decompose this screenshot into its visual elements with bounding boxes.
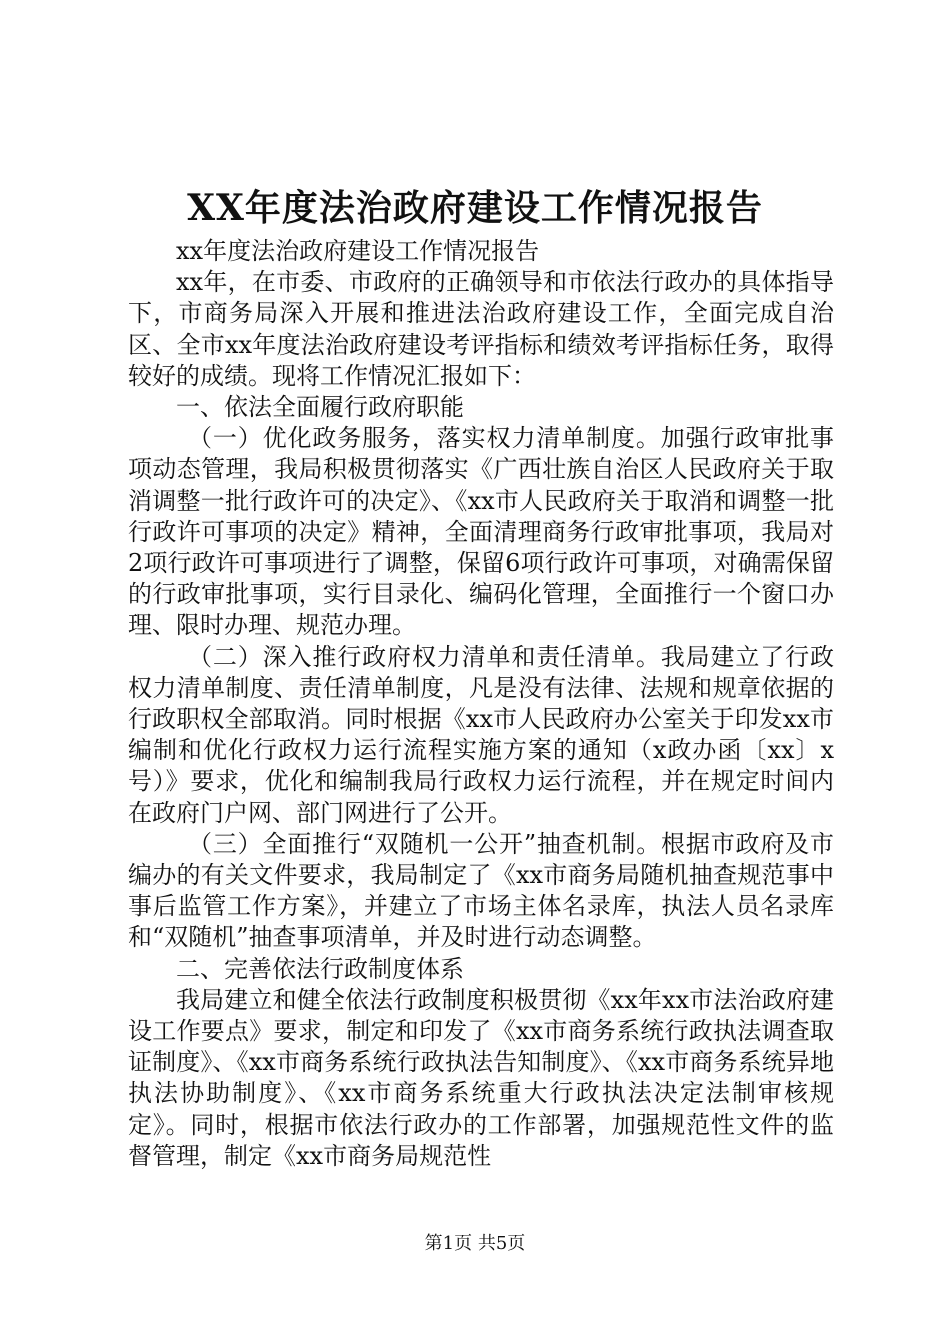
paragraph-1-2: （二）深入推行政府权力清单和责任清单。我局建立了行政权力清单制度、责任清单制度，凡是没有法律、法规和规章依据的行政职权全部取消。同时根据《xx市人民政府办公室关于印发xx市编制和优化行政权力运行流程实施方案的通知（x政办函〔xx〕x号）》要求，优化和编制我局行政权力运行流程，并在规定时间内在政府门户网、部门网进行了公开。 — [128, 642, 834, 827]
document-title: XX年度法治政府建设工作情况报告 — [187, 187, 763, 229]
paragraph-intro: xx年，在市委、市政府的正确领导和市依法行政办的具体指导下，市商务局深入开展和推进法治政府建设工作，全面完成自治区、全市xx年度法治政府建设考评指标和绩效考评指标任务，取得较好的成绩。现将工作情况汇报如下： — [128, 268, 834, 390]
section-heading-1: 一、依法全面履行政府职能 — [176, 393, 464, 422]
paragraph-subtitle: xx年度法治政府建设工作情况报告 — [176, 237, 540, 265]
document-body — [128, 236, 834, 1172]
paragraph-2: 我局建立和健全依法行政制度积极贯彻《xx年xx市法治政府建设工作要点》要求，制定和印发了《xx市商务系统行政执法调查取证制度》、《xx市商务系统行政执法告知制度》、《xx市商务系统异地执法协助制度》、《xx市商务系统重大行政执法决定法制审核规定》。同时，根据市依法行政办的工作部署，加强规范性文件的监督管理，制定《xx市商务局规范性 — [128, 985, 834, 1170]
section-heading-2: 二、完善依法行政制度体系 — [176, 954, 464, 983]
page-footer: 第1页 共5页 — [424, 1233, 526, 1254]
paragraph-1-3: （三）全面推行“双随机一公开”抽查机制。根据市政府及市编办的有关文件要求，我局制定了《xx市商务局随机抽查规范事中事后监管工作方案》，并建立了市场主体名录库，执法人员名录库和“双随机”抽查事项清单，并及时进行动态调整。 — [128, 829, 834, 952]
paragraph-1-1: （一）优化政务服务，落实权力清单制度。加强行政审批事项动态管理，我局积极贯彻落实《广西壮族自治区人民政府关于取消调整一批行政许可的决定》、《xx市人民政府关于取消和调整一批行政许可事项的决定》精神，全面清理商务行政审批事项，我局对2项行政许可事项进行了调整，保留6项行政许可事项，对确需保留的行政审批事项，实行目录化、编码化管理，全面推行一个窗口办理、限时办理、规范办理。 — [128, 424, 834, 640]
